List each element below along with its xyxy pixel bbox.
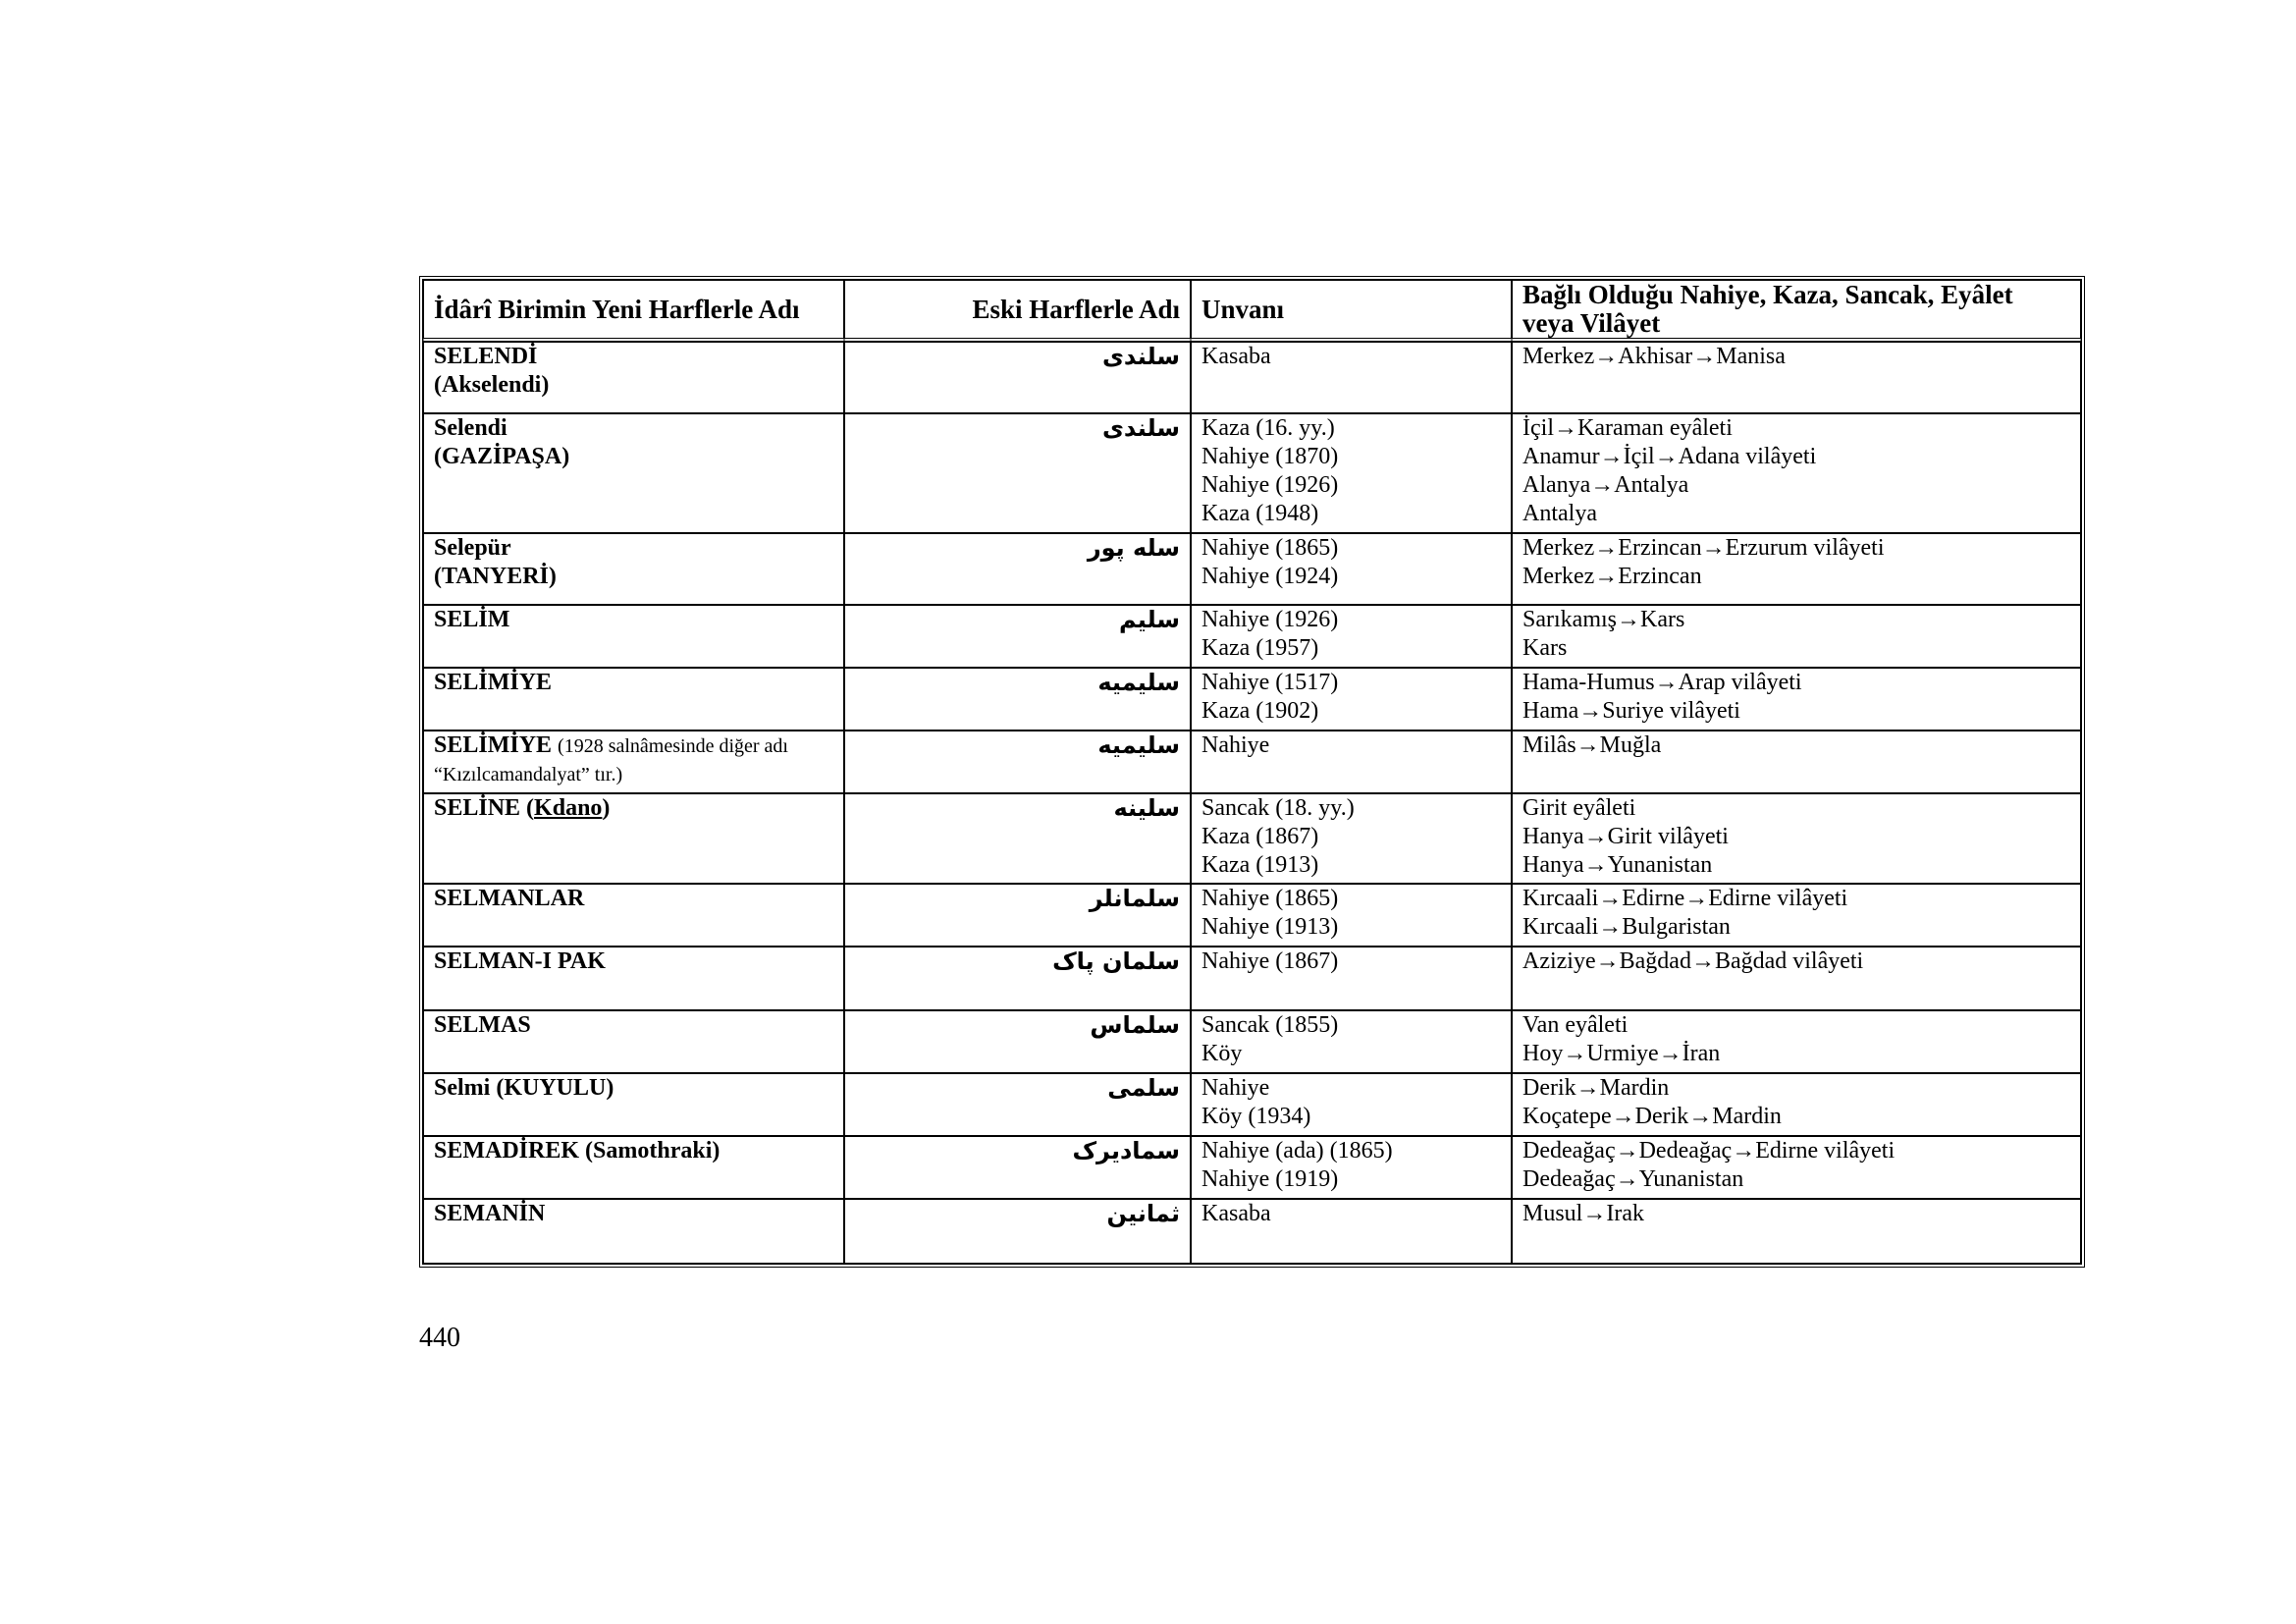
affiliation-cell: [1512, 1010, 2081, 1073]
place-name-cell: [423, 1199, 844, 1264]
place-name-cell: [423, 947, 844, 1010]
old-script-cell: سلمی: [844, 1073, 1191, 1136]
place-name-cell: [423, 413, 844, 533]
place-name-line: SELİM: [434, 607, 510, 632]
affiliation-cell: [1512, 884, 2081, 947]
title-line: Nahiye (1926): [1201, 472, 1339, 498]
place-name-line: Selendi: [434, 415, 507, 441]
title-line: Köy: [1201, 1041, 1243, 1066]
place-name-cell: [423, 533, 844, 605]
old-script-cell: سلينه: [844, 793, 1191, 884]
place-name-line: SELMAN-I PAK: [434, 948, 606, 974]
table-row: [423, 533, 2081, 605]
affiliation-line: Girit eyâleti: [1522, 795, 1636, 821]
table-row: [423, 413, 2081, 533]
affiliation-cell: [1512, 342, 2081, 413]
old-script-cell: سله پور: [844, 533, 1191, 605]
old-script-cell: سماديرک: [844, 1136, 1191, 1199]
place-name-cell: [423, 1136, 844, 1199]
affiliation-line: Koçatepe→Derik→Mardin: [1522, 1104, 1782, 1129]
affiliation-line: Dedeağaç→Dedeağaç→Edirne vilâyeti: [1522, 1138, 1896, 1164]
place-name-cell: [423, 1010, 844, 1073]
title-line: Kaza (1948): [1201, 501, 1319, 526]
affiliation-cell: [1512, 1136, 2081, 1199]
affiliation-cell: [1512, 1073, 2081, 1136]
title-line: Nahiye (1924): [1201, 564, 1339, 589]
old-script-cell: سليميه: [844, 731, 1191, 793]
column-header-title: Unvanı: [1191, 280, 1512, 342]
title-cell: [1191, 413, 1512, 533]
title-cell: [1191, 668, 1512, 731]
title-cell: [1191, 342, 1512, 413]
old-script-cell: ثمانين: [844, 1199, 1191, 1264]
title-cell: [1191, 947, 1512, 1010]
title-cell: [1191, 884, 1512, 947]
affiliation-line: Dedeağaç→Yunanistan: [1522, 1166, 1744, 1192]
old-script-cell: سلندی: [844, 413, 1191, 533]
place-name-cell: [423, 793, 844, 884]
old-script-cell: سلندی: [844, 342, 1191, 413]
title-cell: [1191, 533, 1512, 605]
title-cell: [1191, 793, 1512, 884]
column-header-name: İdârî Birimin Yeni Harflerle Adı: [423, 280, 844, 342]
title-cell: [1191, 1010, 1512, 1073]
title-line: Nahiye: [1201, 1075, 1270, 1101]
title-line: Nahiye (ada) (1865): [1201, 1138, 1393, 1164]
title-line: Nahiye (1865): [1201, 535, 1339, 561]
affiliation-line: Musul→Irak: [1522, 1201, 1644, 1226]
title-cell: [1191, 1136, 1512, 1199]
place-name-line: SEMADİREK (Samothraki): [434, 1138, 721, 1164]
title-line: Nahiye (1919): [1201, 1166, 1339, 1192]
place-name-cell: [423, 731, 844, 793]
affiliation-line: Antalya: [1522, 501, 1597, 526]
title-line: Sancak (1855): [1201, 1012, 1339, 1038]
table-row: [423, 668, 2081, 731]
affiliation-cell: [1512, 793, 2081, 884]
title-line: Kaza (1902): [1201, 698, 1319, 724]
place-name-line: SELİMİYE: [434, 670, 553, 695]
affiliation-cell: [1512, 605, 2081, 668]
place-name-note: (1928 salnâmesinde diğer adı “Kızılcamandalyat” tır.): [434, 735, 788, 785]
affiliation-cell: [1512, 413, 2081, 533]
title-line: Nahiye (1926): [1201, 607, 1339, 632]
table-row: [423, 1073, 2081, 1136]
old-script-cell: سليميه: [844, 668, 1191, 731]
title-line: Kasaba: [1201, 344, 1271, 369]
table-row: [423, 793, 2081, 884]
table-body: [423, 342, 2081, 1264]
affiliation-line: Kırcaali→Bulgaristan: [1522, 914, 1731, 940]
table-row: [423, 947, 2081, 1010]
place-name-cell: [423, 884, 844, 947]
place-name-line: SELMANLAR: [434, 886, 585, 911]
title-line: Kasaba: [1201, 1201, 1271, 1226]
gazetteer-table: [419, 276, 2085, 1268]
affiliation-line: Hanya→Girit vilâyeti: [1522, 824, 1729, 849]
place-name-line: (Akselendi): [434, 372, 550, 398]
affiliation-cell: [1512, 668, 2081, 731]
affiliation-line: Kars: [1522, 635, 1568, 661]
title-line: Kaza (1957): [1201, 635, 1319, 661]
title-line: Kaza (16. yy.): [1201, 415, 1335, 441]
affiliation-line: Hama-Humus→Arap vilâyeti: [1522, 670, 1802, 695]
place-name-cell: [423, 605, 844, 668]
title-cell: [1191, 605, 1512, 668]
affiliation-line: Aziziye→Bağdad→Bağdad vilâyeti: [1522, 948, 1864, 974]
affiliation-line: Milâs→Muğla: [1522, 732, 1662, 758]
affiliation-line: Merkez→Erzincan→Erzurum vilâyeti: [1522, 535, 1885, 561]
place-name-cell: [423, 342, 844, 413]
title-line: Nahiye (1517): [1201, 670, 1339, 695]
affiliation-line: Hanya→Yunanistan: [1522, 852, 1713, 878]
old-script-cell: سليم: [844, 605, 1191, 668]
title-line: Nahiye (1870): [1201, 444, 1339, 469]
affiliation-line: Merkez→Erzincan: [1522, 564, 1702, 589]
title-line: Nahiye (1867): [1201, 948, 1339, 974]
old-script-cell: سلماس: [844, 1010, 1191, 1073]
title-line: Nahiye (1865): [1201, 886, 1339, 911]
affiliation-line: Hoy→Urmiye→İran: [1522, 1041, 1721, 1066]
table-row: [423, 1136, 2081, 1199]
table-row: [423, 605, 2081, 668]
affiliation-line: Van eyâleti: [1522, 1012, 1629, 1038]
place-name-line: SELİNE (Kdano): [434, 795, 611, 821]
title-cell: [1191, 731, 1512, 793]
place-name-line: SELMAS: [434, 1012, 531, 1038]
affiliation-cell: [1512, 731, 2081, 793]
affiliation-line: Hama→Suriye vilâyeti: [1522, 698, 1740, 724]
place-name-cell: [423, 1073, 844, 1136]
title-cell: [1191, 1073, 1512, 1136]
affiliation-line: Sarıkamış→Kars: [1522, 607, 1685, 632]
title-line: Köy (1934): [1201, 1104, 1311, 1129]
column-header-affiliation: Bağlı Olduğu Nahiye, Kaza, Sancak, Eyâlet veya Vilâyet: [1512, 280, 2081, 342]
affiliation-line: Merkez→Akhisar→Manisa: [1522, 344, 1786, 369]
table-row: [423, 342, 2081, 413]
place-name-line: Selmi (KUYULU): [434, 1075, 614, 1101]
affiliation-cell: [1512, 533, 2081, 605]
title-cell: [1191, 1199, 1512, 1264]
place-name-line: Selepür: [434, 535, 511, 561]
column-header-old-script: Eski Harflerle Adı: [844, 280, 1191, 342]
title-line: Nahiye (1913): [1201, 914, 1339, 940]
affiliation-line: İçil→Karaman eyâleti: [1522, 415, 1733, 441]
place-name-cell: [423, 668, 844, 731]
page-number: 440: [419, 1323, 460, 1353]
table-row: [423, 1010, 2081, 1073]
affiliation-line: Derik→Mardin: [1522, 1075, 1670, 1101]
affiliation-line: Anamur→İçil→Adana vilâyeti: [1522, 444, 1817, 469]
title-line: Kaza (1867): [1201, 824, 1319, 849]
place-name-line: SELENDİ: [434, 344, 538, 369]
table-row: [423, 1199, 2081, 1264]
affiliation-cell: [1512, 1199, 2081, 1264]
table-row: [423, 884, 2081, 947]
place-name-line: SELİMİYE: [434, 732, 553, 758]
title-line: Sancak (18. yy.): [1201, 795, 1355, 821]
title-line: Kaza (1913): [1201, 852, 1319, 878]
affiliation-line: Kırcaali→Edirne→Edirne vilâyeti: [1522, 886, 1848, 911]
affiliation-cell: [1512, 947, 2081, 1010]
old-script-cell: سلمان پاک: [844, 947, 1191, 1010]
old-script-cell: سلمانلر: [844, 884, 1191, 947]
place-name-line: (TANYERİ): [434, 564, 557, 589]
place-name-line: (GAZİPAŞA): [434, 444, 570, 469]
title-line: Nahiye: [1201, 732, 1270, 758]
table-header: [423, 280, 2081, 342]
affiliation-line: Alanya→Antalya: [1522, 472, 1689, 498]
place-name-line: SEMANİN: [434, 1201, 546, 1226]
table-row: [423, 731, 2081, 793]
